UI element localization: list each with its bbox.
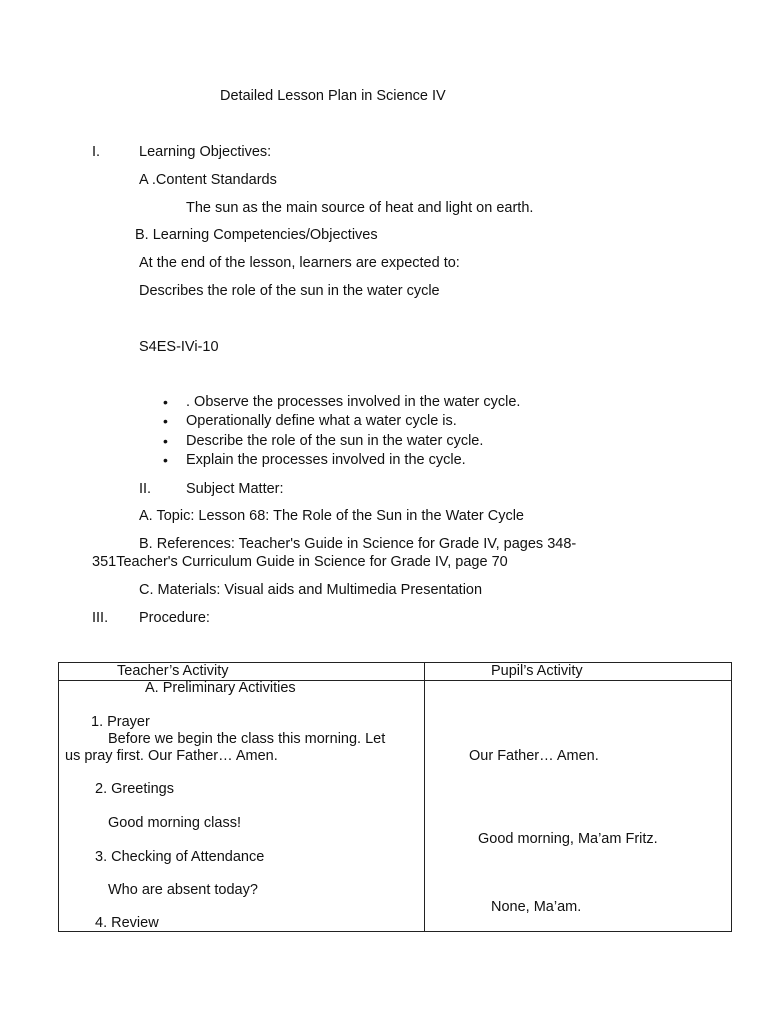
section-3-heading: Procedure: — [139, 610, 210, 626]
preliminary-activities: A. Preliminary Activities — [145, 680, 296, 696]
objectives-list — [163, 393, 520, 470]
pupil-prayer-response: Our Father… Amen. — [469, 748, 599, 764]
competencies-describe: Describes the role of the sun in the water cycle — [139, 283, 440, 299]
review-heading: 4. Review — [95, 915, 159, 931]
pupil-activity-header: Pupil’s Activity — [491, 663, 583, 679]
attendance-text: Who are absent today? — [108, 882, 258, 898]
list-item — [163, 451, 520, 470]
bullet-icon: • — [163, 432, 168, 449]
objective-text: Operationally define what a water cycle is. — [186, 413, 457, 430]
list-item — [163, 432, 520, 451]
materials-line: C. Materials: Visual aids and Multimedia Presentation — [139, 582, 483, 598]
references-line-1: B. References: Teacher's Guide in Science for Grade IV, pages 348- — [139, 536, 577, 552]
page-title: Detailed Lesson Plan in Science IV — [220, 88, 446, 104]
section-2-numeral: II. — [139, 481, 152, 497]
content-standards-text: The sun as the main source of heat and light on earth. — [186, 200, 534, 216]
section-3-numeral: III. — [92, 610, 109, 626]
prayer-line-2: us pray first. Our Father… Amen. — [65, 748, 278, 764]
section-1-numeral: I. — [92, 144, 101, 160]
competency-code: S4ES-IVi-10 — [139, 339, 219, 355]
greetings-text: Good morning class! — [108, 815, 241, 831]
list-item — [163, 412, 520, 431]
section-2-heading: Subject Matter: — [186, 481, 284, 497]
competencies-label: B. Learning Competencies/Objectives — [135, 227, 378, 243]
teacher-activity-header: Teacher’s Activity — [117, 663, 229, 679]
objective-text: Explain the processes involved in the cycle. — [186, 451, 466, 468]
references-line-2: 351Teacher's Curriculum Guide in Science for Grade IV, page 70 — [92, 554, 508, 570]
prayer-line-1: Before we begin the class this morning. Let — [108, 731, 386, 747]
objective-text: . Observe the processes involved in the water cycle. — [186, 394, 521, 410]
prayer-heading: 1. Prayer — [91, 714, 150, 730]
column-divider — [424, 663, 425, 931]
content-standards-label: A .Content Standards — [139, 172, 277, 188]
bullet-icon: • — [163, 413, 168, 430]
section-1-heading: Learning Objectives: — [139, 144, 272, 160]
pupil-greetings-response: Good morning, Ma’am Fritz. — [478, 831, 658, 847]
objective-text: Describe the role of the sun in the water cycle. — [186, 432, 484, 449]
topic-line: A. Topic: Lesson 68: The Role of the Sun in the Water Cycle — [139, 508, 525, 524]
pupil-attendance-response: None, Ma’am. — [491, 899, 582, 915]
greetings-heading: 2. Greetings — [95, 781, 174, 797]
attendance-heading: 3. Checking of Attendance — [95, 849, 265, 865]
list-item — [163, 393, 520, 412]
competencies-intro: At the end of the lesson, learners are expected to: — [139, 255, 460, 271]
bullet-icon: • — [163, 394, 168, 410]
bullet-icon: • — [163, 451, 168, 468]
